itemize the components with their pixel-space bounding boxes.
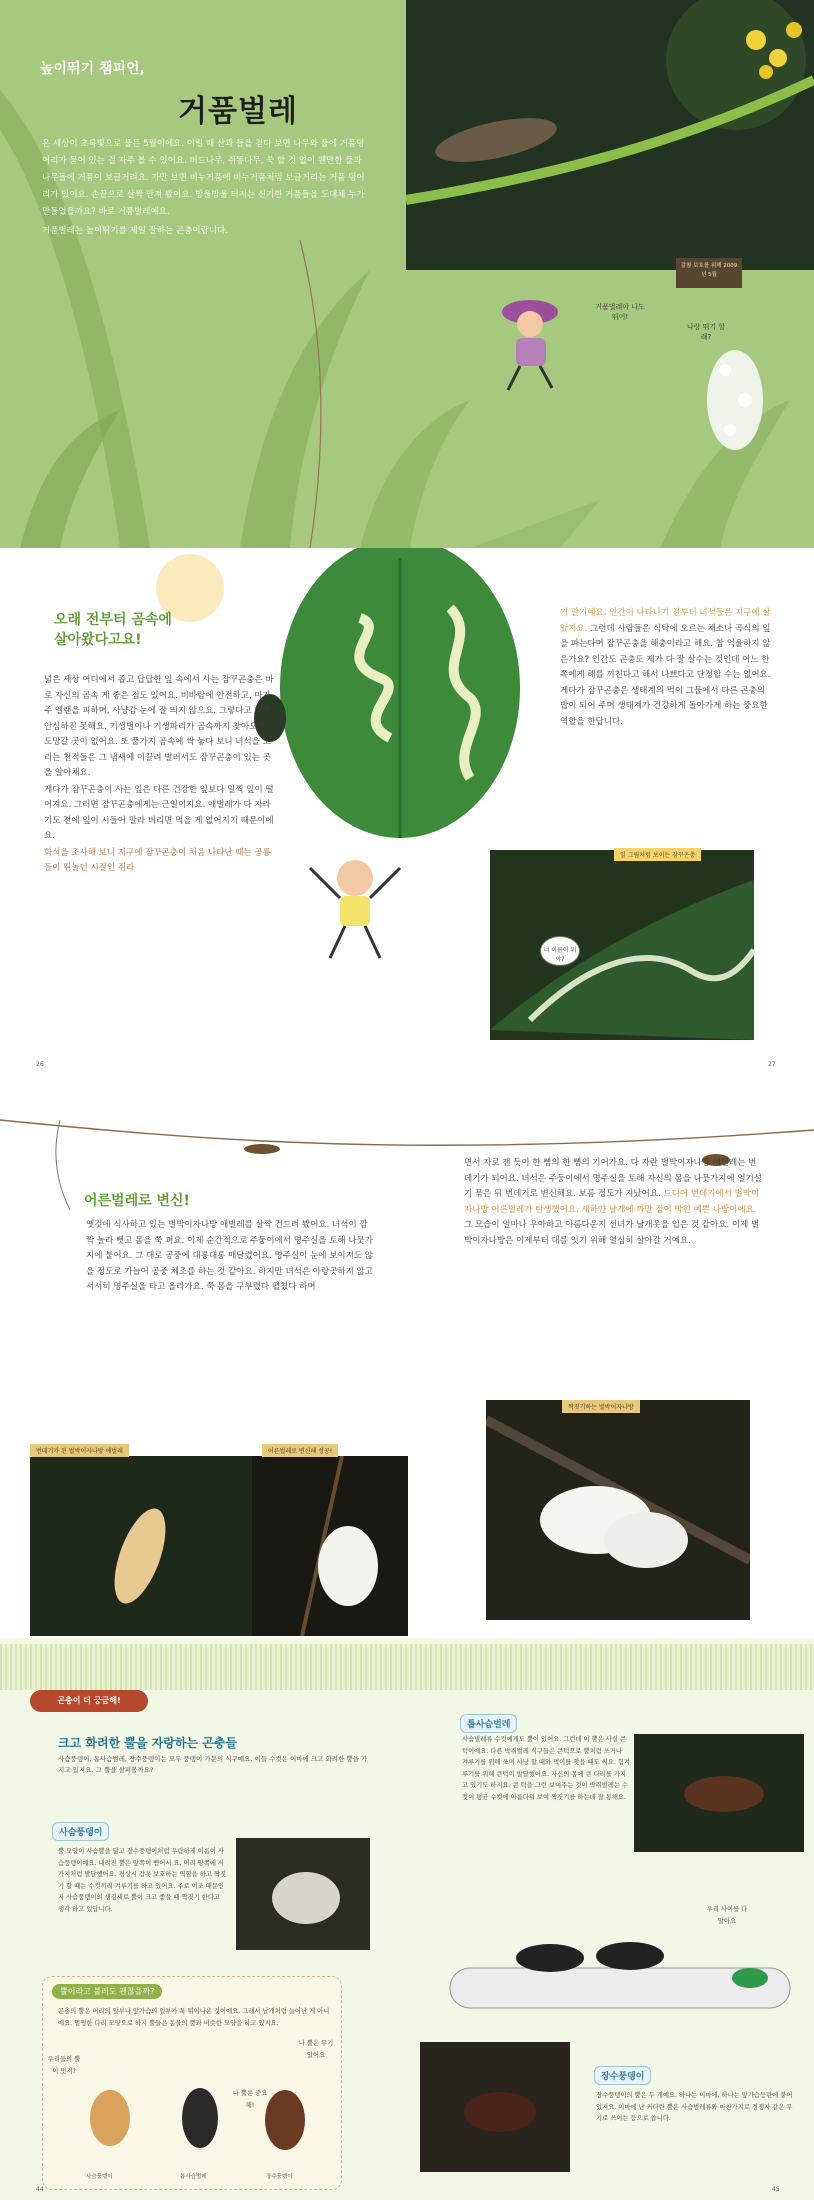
paragraph: 온 세상이 초록빛으로 물든 5월이에요. 이럴 때 산과 들을 걷다 보면 나무와 풀에 거품덩어리가 묻어 있는 걸 자주 볼 수 있어요. 버드나무, 쥐똥나무, 쑥 할 것 없이 웬만한 풀과 나무들에 거품이 보글거려요. 가만 보면 비누거품에 비누거품처럼 보글거리는 거품 덩어리가 있어요. 손끝으로 살짝 만져 봤어요. 방울방울 터지는 신기한 거품들을 도대체 누가 만들었을까요? 바로 거품벌레예요. <box>42 139 365 217</box>
speech-bubble: 우리들의 뿔이 멋져? <box>47 2056 81 2075</box>
page-number: 27 <box>768 1061 776 1068</box>
beetles-illustration <box>60 2048 330 2168</box>
mating-moths-photo <box>486 1400 750 1620</box>
photo-caption: 갈참 보호를 위해 2009년 5월 <box>676 258 742 288</box>
photo-caption: 짝짓기하는 벌박이자나방 <box>562 1400 640 1413</box>
spread-horned-beetles <box>0 1638 814 2200</box>
subheading: 장수풍뎅이 <box>594 2066 651 2085</box>
speech-bubble: 나 뿔은 중요해! <box>232 2090 268 2109</box>
paragraph-highlight: 화석을 조사해 보니 지구에 잠꾸곤충이 처음 나타난 때는 공룡들이 뛰놀던 시절인 쥐라 <box>44 847 271 873</box>
speech-bubble: 나 뿔은 무기 있어요 <box>298 2040 334 2059</box>
spread-leafminer <box>0 548 814 1076</box>
section-heading: 크고 화려한 뿔을 자랑하는 곤충들 <box>58 1736 238 1750</box>
species-label: 장수풍뎅이 <box>266 2174 293 2180</box>
speech-bubble: 나랑 뛰기 할래? <box>686 323 726 341</box>
paragraph: 그 모습이 얼마나 우아하고 아름다운지 선녀가 날개옷을 입은 것 같아요. 이제 벌박이자나방은 이제부터 대를 잇기 위해 열심히 살아갈 거예요. <box>464 1220 760 1246</box>
page-title: 거품벌레 <box>178 94 298 129</box>
child-illustration <box>490 290 590 400</box>
box-title: 뿔이라고 불러도 괜찮을까? <box>52 1984 162 1999</box>
section-badge: 곤충이 더 궁금해! <box>30 1690 148 1712</box>
froghopper-photo <box>406 0 814 270</box>
speech-bubble: 우리 사이를 다 알아요 <box>706 1906 748 1925</box>
paragraph: 뿔 모양이 사슴뿔을 닮고 장수풍뎅이처럼 우람하게 이름이 사슴풍뎅이예요. 내려진 뿔은 앞쪽이 뻗어서 요, 머리 양쪽에 서 가지처럼 발달했어요. 평상시 갑옷 보호하는 역할을 하고 짝짓기 할 때는 수컷끼리 겨루기를 하고 있어요. 주로 이조 때문인지 사슴풍뎅이의 생김새로 뿔이 크고 좋을 때 짝짓기 한다고 생각 하고 있답니다. <box>58 1848 227 1913</box>
spread-moth <box>0 1100 814 1660</box>
species-label: 사슴풍뎅이 <box>86 2174 113 2180</box>
rhinoceros-beetle-photo <box>420 2042 570 2172</box>
page-number: 44 <box>36 2186 44 2193</box>
left-column: 옛것에 식사하고 있는 벌박이자나방 애벌레를 살짝 건드려 봤어요. 녀석이 깜짝 놀라 뻣고 몸을 쭉 펴요. 이제 순간적으로 주둥이에서 명주실을 토해 나뭇가지에 붙어요. 그 대로 공중에 대롱대롱 매달렸어요. 명주실이 눈에 보이지도 않을 정도로 가늘어 공중 체조를 하는 것 같아요. 하지만 녀석은 아랑곳하지 않고 서서히 명주실을 타고 올라가요. 쭉 몸을 구부렸다 펼쳤다 하며 <box>86 1220 373 1292</box>
stag-beetle-photo <box>634 1734 804 1852</box>
paragraph: 면서 자로 잰 듯이 한 뼘의 한 뼘의 기어가요. 다 자란 벌박이자나방 애벌레는 번데기가 되어요. 녀석은 주둥이에서 명주실을 토해 자신의 몸을 나뭇가지에 얼기설기 묶은 뒤 번데기로 변신해요. 보름 정도가 지났어요. <box>464 1158 762 1199</box>
paragraph: 장수풍뎅이의 뿔은 두 개예요. 하나는 이마에, 하나는 앞가슴등판에 붙어 있지요. 이마에 난 커다란 뿔은 사슴벌레류와 마찬가지로 경쟁자 같은 무기로 쓰이는 등으로 씁니다. <box>596 2092 793 2122</box>
page-number: 26 <box>36 1061 44 1068</box>
foam-illustration <box>690 330 780 470</box>
highlight-text: 기 말기예요. 인간이 나타나기 전부터 녀석들은 지구에 살았지요. <box>560 608 771 634</box>
right-column <box>560 606 772 730</box>
kicker: 높이뛰기 챔피언, <box>40 61 145 77</box>
paragraph: 그런데 사람들은 식탁에 오르는 채소나 곡식의 잎을 파는다며 잠꾸곤충을 해충이라고 해요. 참 억울하지 않은가요? 인간도 곤충도 제가 다 잘 살수는 것인데 어느 한쪽에게 해를 끼친다고 해서 나쁘다고 단정할 수는 없어요. 게다가 잠꾸곤충은 생태계의 먹이 그물에서 다른 곤충의 밥이 되어 주며 생태계가 건강하게 돌아가게 하는 중요한 역할을 한답니다. <box>560 623 771 727</box>
paragraph: 거품벌레는 높이뛰기를 제일 잘하는 곤충이랍니다. <box>42 226 228 236</box>
highlight-text: 드디어 번데기에서 벌박이자나방 어른벌레가 탄생했어요. 새하얀 날개에 까만 점이 박힌 예쁜 나방이에요. <box>464 1189 760 1215</box>
photo-caption: 잎 그림처럼 보이는 잠꾸곤충 <box>614 848 701 861</box>
beetle-photo <box>236 1838 370 1950</box>
beetle-fight-illustration <box>430 1898 810 2038</box>
paragraph: 넓은 세상 어디에서 좁고 답답한 잎 속에서 사는 잠꾸곤충은 바로 자신의 곰속 게 좋은 점도 있어요. 비바람에 안전하고, 마가주 엘랜을 피하며, 사냥감 눈에 잘 띄지 않으요. 그렇다고 너무 안심하진 못해요. 기생벌이나 기생파리가 곰속까지 찾아오면 도망갈 곳이 없어요. 또 풀가지 곰속에 싹 놓다 보니 녀석을 노리는 천적들은 그 냄새에 이끌려 벌러서도 잠꾸곤충이 있는 곳을 알아채요. <box>44 675 274 778</box>
subheading: 사슴풍뎅이 <box>52 1822 109 1841</box>
pupa-photo <box>30 1456 254 1636</box>
photo-caption: 번데기가 된 벌박이자나방 애벌레 <box>30 1444 129 1457</box>
emergence-photo <box>252 1456 408 1636</box>
photo-caption: 어른벌레로 변신해 성공! <box>262 1444 338 1457</box>
right-column <box>464 1156 764 1249</box>
heading-line: 오래 전부터 곰속에 <box>54 612 172 628</box>
section-heading <box>54 610 172 650</box>
subheading: 톱사슴벌레 <box>460 1714 517 1733</box>
page-number: 45 <box>772 2186 780 2193</box>
decorative-stripes <box>0 1644 814 1690</box>
child-illustration <box>300 838 410 978</box>
intro-text: 사슴풍뎅이, 톱사슴벌레, 장수풍뎅이는 모두 풍뎅이 가문의 식구예요. 이들 수컷은 이마에 크고 화려한 뿔을 가지고 있지요. 그 뿔을 살펴볼까요? <box>58 1755 368 1774</box>
left-column <box>44 673 276 878</box>
spread-froghopper <box>0 0 814 548</box>
section-heading: 어른벌레로 변신! <box>84 1193 190 1209</box>
species-label: 톱사슴벌레 <box>180 2174 207 2180</box>
leafminer-photo <box>490 850 754 1040</box>
paragraph: 곤충의 뿔은 머리의 일부나 앞가슴의 일부가 툭 튀어나온 것이에요. 그래서 날개처럼 늘어난 게 아니에요. 멀쩡한 다리 모양으로 하지 뿔들은 동물의 뿔과 비슷한 모양을 하고 있지요. <box>58 2008 330 2027</box>
speech-bubble: 거품벌레야 나도 뛰어! <box>595 303 645 321</box>
heading-line: 살아왔다고요! <box>54 632 142 648</box>
paragraph: 게다가 잠꾸곤충이 사는 잎은 다른 건강한 잎보다 일찍 잎이 떨어져요. 그러면 잠꾸곤충에게는 근일이지요. 애벌레가 다 자라기도 전에 잎이 시들어 말라 버리면 먹을 게 없어지기 때문이에요. <box>44 784 274 841</box>
paragraph: 사슴벌레류 수컷에게도 뿔이 있어요. 그런데 이 뿔은 사실 큰턱이에요. 다른 박쥐벌레 식구들은 큰턱으로 뿔처럼 쓰거나 겨루기를 위해 쓰며 사냥 할 때와 먹이를 찾을 때도 써요. 힘겨루기를 위해 큰턱이 발달했어요. 자신의 몸에 큰 다리를 가지고 있기도 하지요. 큰 턱을 그런 보여주는 것이 박쥐벌레는 수컷이 평균 수컷에 아름다워 보여 짝짓기를 하는데 잘 통해요. <box>462 1736 631 1801</box>
speech-bubble: 너 이름이 뭐야? <box>540 936 580 966</box>
intro-text <box>42 136 372 242</box>
